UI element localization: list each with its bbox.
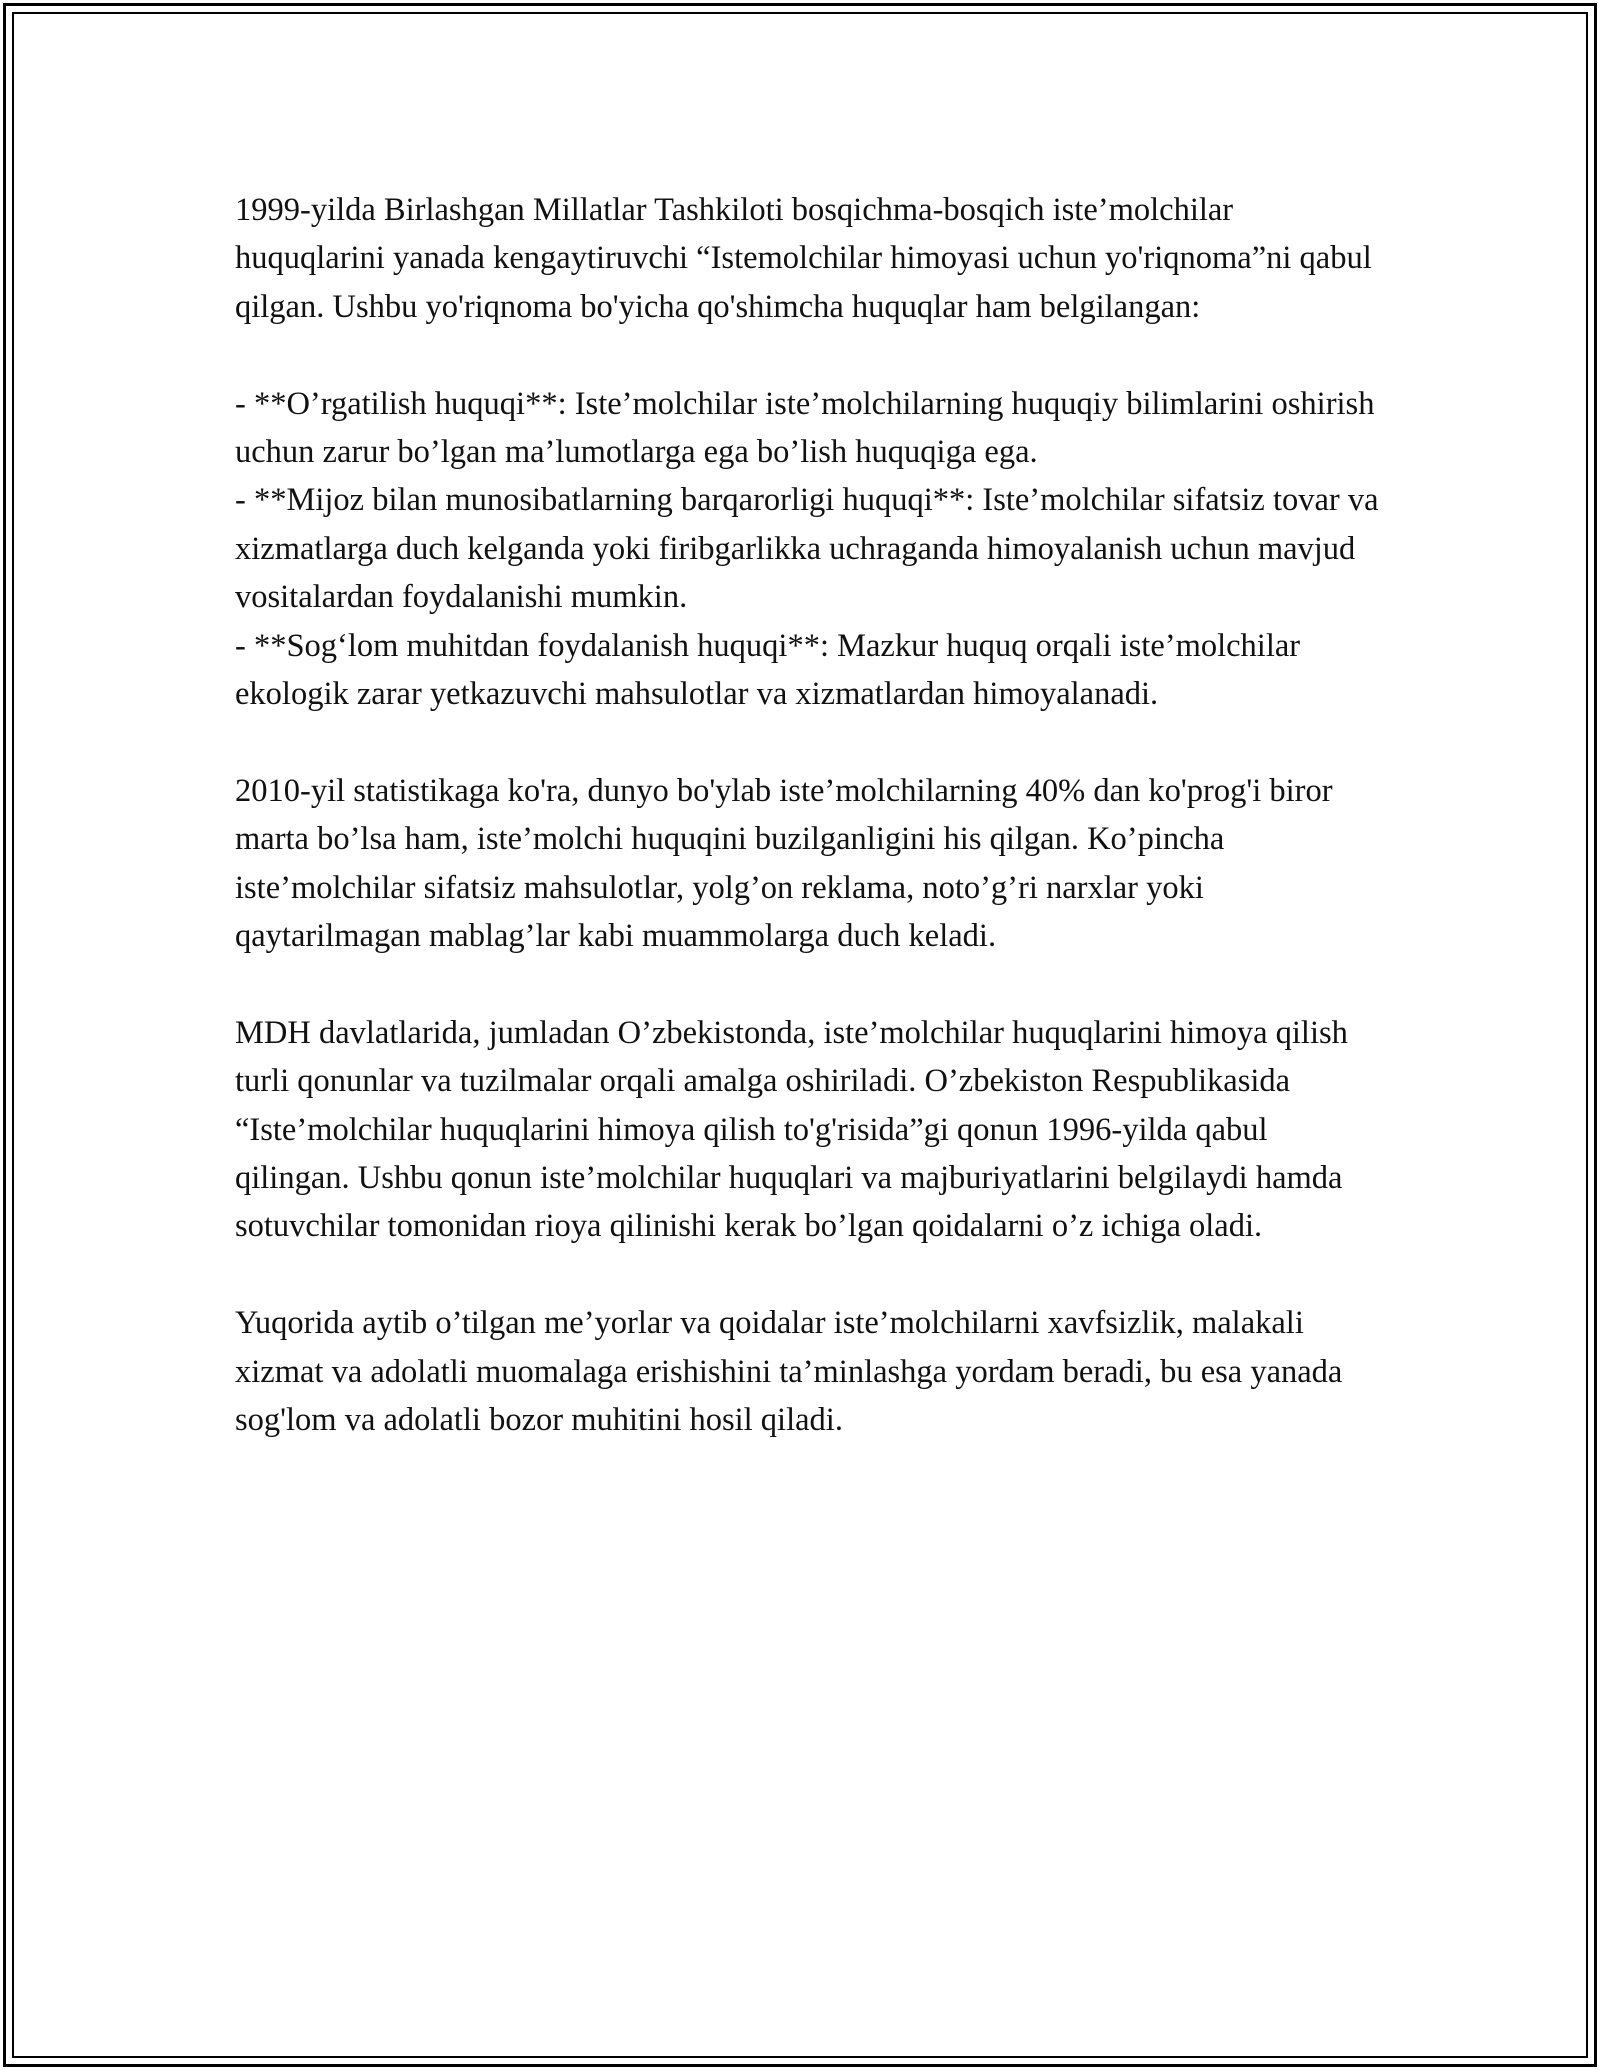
list-item-customer-relations-right: - **Mijoz bilan munosibatlarning barqarorligi huquqi**: Iste’molchilar sifatsiz tovar va xizmatlarga duch kelganda yoki firibgarlikka uchraganda himoyalanish uchun mavjud vositalardan foydalanishi mumkin. — [235, 482, 1387, 616]
list-item-healthy-environment-right: - **Sog‘lom muhitdan foydalanish huquqi**: Mazkur huquq orqali iste’molchilar ekologik zarar yetkazuvchi mahsulotlar va xizmatlardan himoyalanadi. — [235, 627, 1309, 713]
paragraph-conclusion: Yuqorida aytib o’tilgan me’yorlar va qoidalar iste’molchilarni xavfsizlik, malakali xizmat va adolatli muomalaga erishishini ta’minlashga yordam beradi, bu esa yanada sog'lom va adolatli bozor muhitini hosil qiladi. — [235, 1305, 1351, 1439]
paragraph-spacer — [235, 1251, 1385, 1299]
paragraph-spacer — [235, 331, 1385, 379]
list-item-education-right: - **O’rgatilish huquqi**: Iste’molchilar iste’molchilarning huquqiy bilimlarini oshirish uchun zarur bo’lgan ma’lumotlarga ega bo’lish huquqiga ega. — [235, 385, 1383, 471]
paragraph-un-guidelines: 1999-yilda Birlashgan Millatlar Tashkiloti bosqichma-bosqich iste’molchilar huquqlarini yanada kengaytiruvchi “Istemolchilar himoyasi uchun yo'riqnoma”ni qabul qilgan. Ushbu yo'riqnoma bo'yicha qo'shimcha huquqlar ham belgilangan: — [235, 192, 1380, 325]
document-body — [235, 186, 1385, 1445]
paragraph-statistics-2010: 2010-yil statistikaga ko'ra, dunyo bo'ylab iste’molchilarning 40% dan ko'prog'i biror marta bo’lsa ham, iste’molchi huquqini buzilganligini his qilgan. Ko’pincha iste’molchilar sifatsiz mahsulotlar, yolg’on reklama, noto’g’ri narxlar yoki qaytarilmagan mablag’lar kabi muammolarga duch keladi. — [235, 772, 1341, 955]
paragraph-cis-uzbekistan-law: MDH davlatlarida, jumladan O’zbekistonda, iste’molchilar huquqlarini himoya qilish turli qonunlar va tuzilmalar orqali amalga oshiriladi. O’zbekiston Respublikasida “Iste’molchilar huquqlarini himoya qilish to'g'risida”gi qonun 1996-yilda qabul qilingan. Ushbu qonun iste’molchilar huquqlari va majburiyatlarini belgilaydi hamda sotuvchilar tomonidan rioya qilinishi kerak bo’lgan qoidalarni o’z ichiga oladi. — [235, 1014, 1356, 1245]
paragraph-spacer — [235, 718, 1385, 766]
paragraph-spacer — [235, 960, 1385, 1008]
